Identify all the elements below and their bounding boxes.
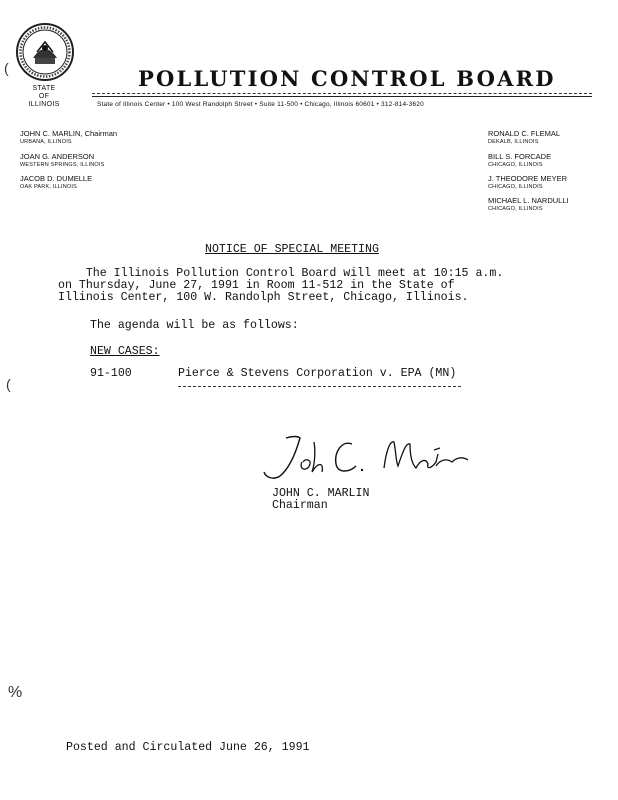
header-rule (92, 93, 592, 94)
member-entry (20, 153, 104, 169)
member-city: OAK PARK, ILLINOIS (20, 184, 77, 190)
margin-scribble: % (8, 684, 23, 701)
state-label-line: OF (38, 93, 50, 100)
agenda-intro: The agenda will be as follows: (90, 319, 299, 332)
paragraph-line: on Thursday, June 27, 1991 in Room 11-512 in the State of (58, 279, 455, 292)
member-entry (488, 175, 567, 191)
member-city: CHICAGO, ILLINOIS (488, 162, 543, 168)
member-entry (488, 130, 560, 146)
state-label-line: STATE (32, 85, 56, 92)
member-name: RONALD C. FLEMAL (488, 129, 561, 138)
header-rule (92, 96, 592, 97)
board-title: POLLUTION CONTROL BOARD (138, 66, 556, 91)
handwritten-signature (256, 432, 476, 484)
posted-date: Posted and Circulated June 26, 1991 (66, 741, 310, 754)
member-entry (488, 153, 551, 169)
case-number: 91-100 (90, 367, 132, 380)
member-name: JOAN G. ANDERSON (20, 152, 95, 161)
member-name: MICHAEL L. NARDULLI (488, 196, 569, 205)
member-city: DEKALB, ILLINOIS (488, 139, 539, 145)
margin-mark: ( (4, 60, 9, 76)
notice-title: NOTICE OF SPECIAL MEETING (205, 243, 379, 256)
member-name: J. THEODORE MEYER (488, 174, 568, 183)
case-underline (178, 386, 461, 387)
signer-title: Chairman (272, 499, 328, 512)
paragraph-line: The Illinois Pollution Control Board will meet at 10:15 a.m. (58, 267, 504, 280)
case-title: Pierce & Stevens Corporation v. EPA (MN) (178, 367, 457, 380)
member-city: CHICAGO, ILLINOIS (488, 184, 543, 190)
board-address: State of Illinois Center • 100 West Randolph Street • Suite 11-500 • Chicago, Illinois 60601 • 312-814-3620 (97, 101, 424, 108)
paragraph-line: Illinois Center, 100 W. Randolph Street, Chicago, Illinois. (58, 291, 469, 304)
member-name: JACOB D. DUMELLE (20, 174, 93, 183)
state-seal-icon (15, 22, 75, 82)
new-cases-heading: NEW CASES: (90, 345, 160, 358)
margin-mark: ( (6, 376, 11, 392)
state-label-line: ILLINOIS (28, 101, 60, 108)
member-city: URBANA, ILLINOIS (20, 139, 72, 145)
member-entry (20, 175, 92, 191)
member-entry (488, 197, 569, 213)
signer-name: JOHN C. MARLIN (272, 487, 370, 500)
member-name: BILL S. FORCADE (488, 152, 552, 161)
member-name: JOHN C. MARLIN, Chairman (20, 129, 118, 138)
member-entry (20, 130, 117, 146)
notice-paragraph (58, 268, 503, 304)
member-city: WESTERN SPRINGS, ILLINOIS (20, 162, 105, 168)
state-label (18, 85, 70, 109)
member-city: CHICAGO, ILLINOIS (488, 206, 543, 212)
